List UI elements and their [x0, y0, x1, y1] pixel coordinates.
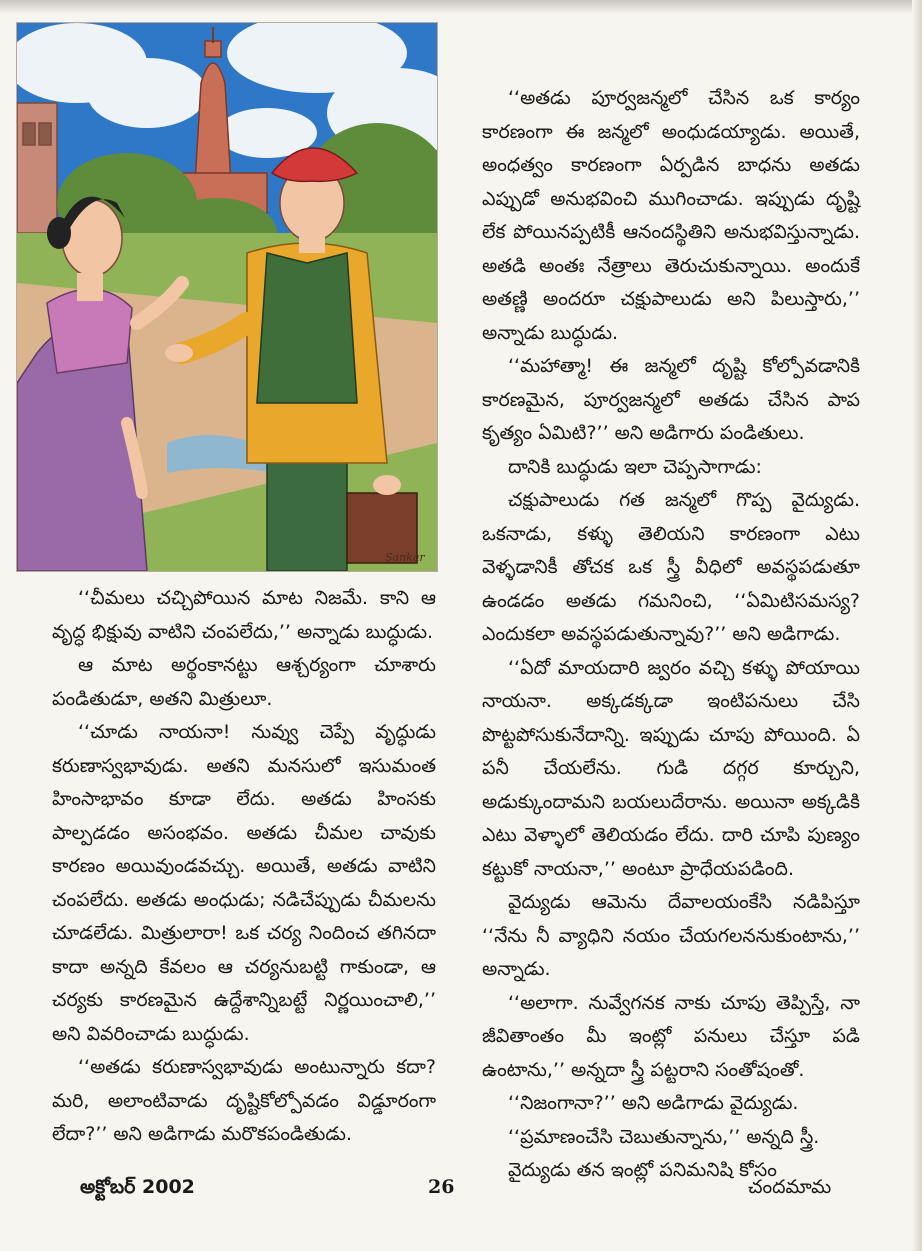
- paragraph: దానికి బుద్ధుడు ఇలా చెప్పసాగాడు:: [508, 455, 762, 478]
- magazine-name: చందమామ: [748, 1176, 832, 1198]
- illustration-scene: [17, 23, 437, 571]
- paragraph: ‘‘అతడు పూర్వజన్మలో చేసిన ఒక కార్యం కారణంగా ఈ జన్మలో అంధుడయ్యాడు. అయితే, అంధత్వం కారణంగా ఏర్పడిన బాధను అతడు ఎప్పుడో అనుభవించి ముగించాడు. ఇప్పుడు దృష్టి లేక పోయినప్పటికీ ఆనందస్థితిని అనుభవిస్తున్నాడు. అతడి అంతః నేత్రాలు తెరుచుకున్నాయి. అందుకే అతణ్ణి అందరూ చక్షుపాలుడు అని పిలుస్తారు,’’ అన్నాడు బుద్ధుడు.: [482, 87, 860, 344]
- left-text-column: [52, 582, 436, 1152]
- paragraph: ‘‘అతడు కరుణాస్వభావుడు అంటున్నారు కదా? మరి, అలాంటివాడు దృష్టికోల్పోవడం విడ్డూరంగా లేదా?’’ అని అడిగాడు మరొకపండితుడు.: [52, 1056, 436, 1145]
- paragraph: చక్షుపాలుడు గత జన్మలో గొప్ప వైద్యుడు. ఒకనాడు, కళ్ళు తెలియని కారణంగా ఎటు వెళ్ళడానికీ తోచక ఒక స్త్రీ వీధిలో అవస్థపడుతూ ఉండడం అతడు గమనించి, ‘‘ఏమిటిసమస్య? ఎందుకలా అవస్థపడుతున్నావు?’’ అని అడిగాడు.: [482, 489, 860, 645]
- story-illustration: [16, 22, 438, 572]
- paragraph: ఆ మాట అర్థంకానట్టు ఆశ్చర్యంగా చూశారు పండితుడూ, అతని మిత్రులూ.: [52, 654, 436, 710]
- page-top-edge: [0, 0, 922, 14]
- paragraph: ‘‘చీమలు చచ్చిపోయిన మాట నిజమే. కాని ఆ వృద్ధ భిక్షువు వాటిని చంపలేదు,’’ అన్నాడు బుద్ధుడు.: [52, 587, 436, 643]
- paragraph: ‘‘ప్రమాణంచేసి చెబుతున్నాను,’’ అన్నది స్త్రీ.: [508, 1125, 820, 1148]
- page-footer: [0, 1176, 922, 1206]
- issue-month: అక్టోబర్ 2002: [80, 1176, 195, 1198]
- right-text-column: [482, 82, 860, 1188]
- paragraph: ‘‘ఏదో మాయదారి జ్వరం వచ్చి కళ్ళు పోయాయి నాయనా. అక్కడక్కడా ఇంటిపనులు చేసి పొట్టపోసుకునేదాన్ని. ఇప్పుడు చూపు పోయింది. ఏ పనీ చేయలేను. గుడి దగ్గర కూర్చుని, అడుక్కుందామని బయలుదేరాను. అయినా అక్కడికి ఎటు వెళ్ళాలో తెలియడం లేదు. దారి చూపి పుణ్యం కట్టుకో నాయనా,’’ అంటూ ప్రాధేయపడింది.: [482, 656, 860, 880]
- page-number: 26: [428, 1176, 455, 1198]
- paragraph: ‘‘చూడు నాయనా! నువ్వు చెప్పే వృద్ధుడు కరుణాస్వభావుడు. అతని మనసులో ఇసుమంత హింసాభావం కూడా లేదు. అతడు హింసకు పాల్పడడం అసంభవం. అతడు చీమల చావుకు కారణం అయివుండవచ్చు. అయితే, అతడు వాటిని చంపలేదు. అతడు అంధుడు; నడిచేప్పుడు చీమలను చూడలేడు. మిత్రులారా! ఒక చర్య నిందించ తగినదా కాదా అన్నది కేవలం ఆ చర్యనుబట్టి గాకుండా, ఆ చర్యకు కారణమైన ఉద్దేశాన్నిబట్టే నిర్ణయించాలి,’’ అని వివరించాడు బుద్ధుడు.: [52, 721, 436, 1045]
- paragraph: ‘‘అలాగా. నువ్వేగనక నాకు చూపు తెప్పిస్తే, నా జీవితాంతం మీ ఇంట్లో పనులు చేస్తూ పడి ఉంటాను,’’ అన్నదా స్త్రీ పట్టరాని సంతోషంతో.: [482, 991, 860, 1081]
- paragraph: వైద్యుడు ఆమెను దేవాలయంకేసి నడిపిస్తూ ‘‘నేను నీ వ్యాధిని నయం చేయగలననుకుంటాను,’’ అన్నాడు.: [482, 891, 860, 980]
- page-right-edge: [912, 0, 922, 1251]
- building: [17, 103, 57, 233]
- paragraph: ‘‘మహాత్మా! ఈ జన్మలో దృష్టి కోల్పోవడానికి కారణమైన, పూర్వజన్మలో అతడు చేసిన పాప కృత్యం ఏమిటి?’’ అని అడిగారు పండితులు.: [482, 355, 860, 444]
- paragraph: ‘‘నిజంగానా?’’ అని అడిగాడు వైద్యుడు.: [508, 1092, 799, 1114]
- artist-signature: Sankar: [385, 551, 425, 564]
- paragraph: వైద్యుడు తన ఇంట్లో పనిమనిషి కోసం: [508, 1159, 777, 1181]
